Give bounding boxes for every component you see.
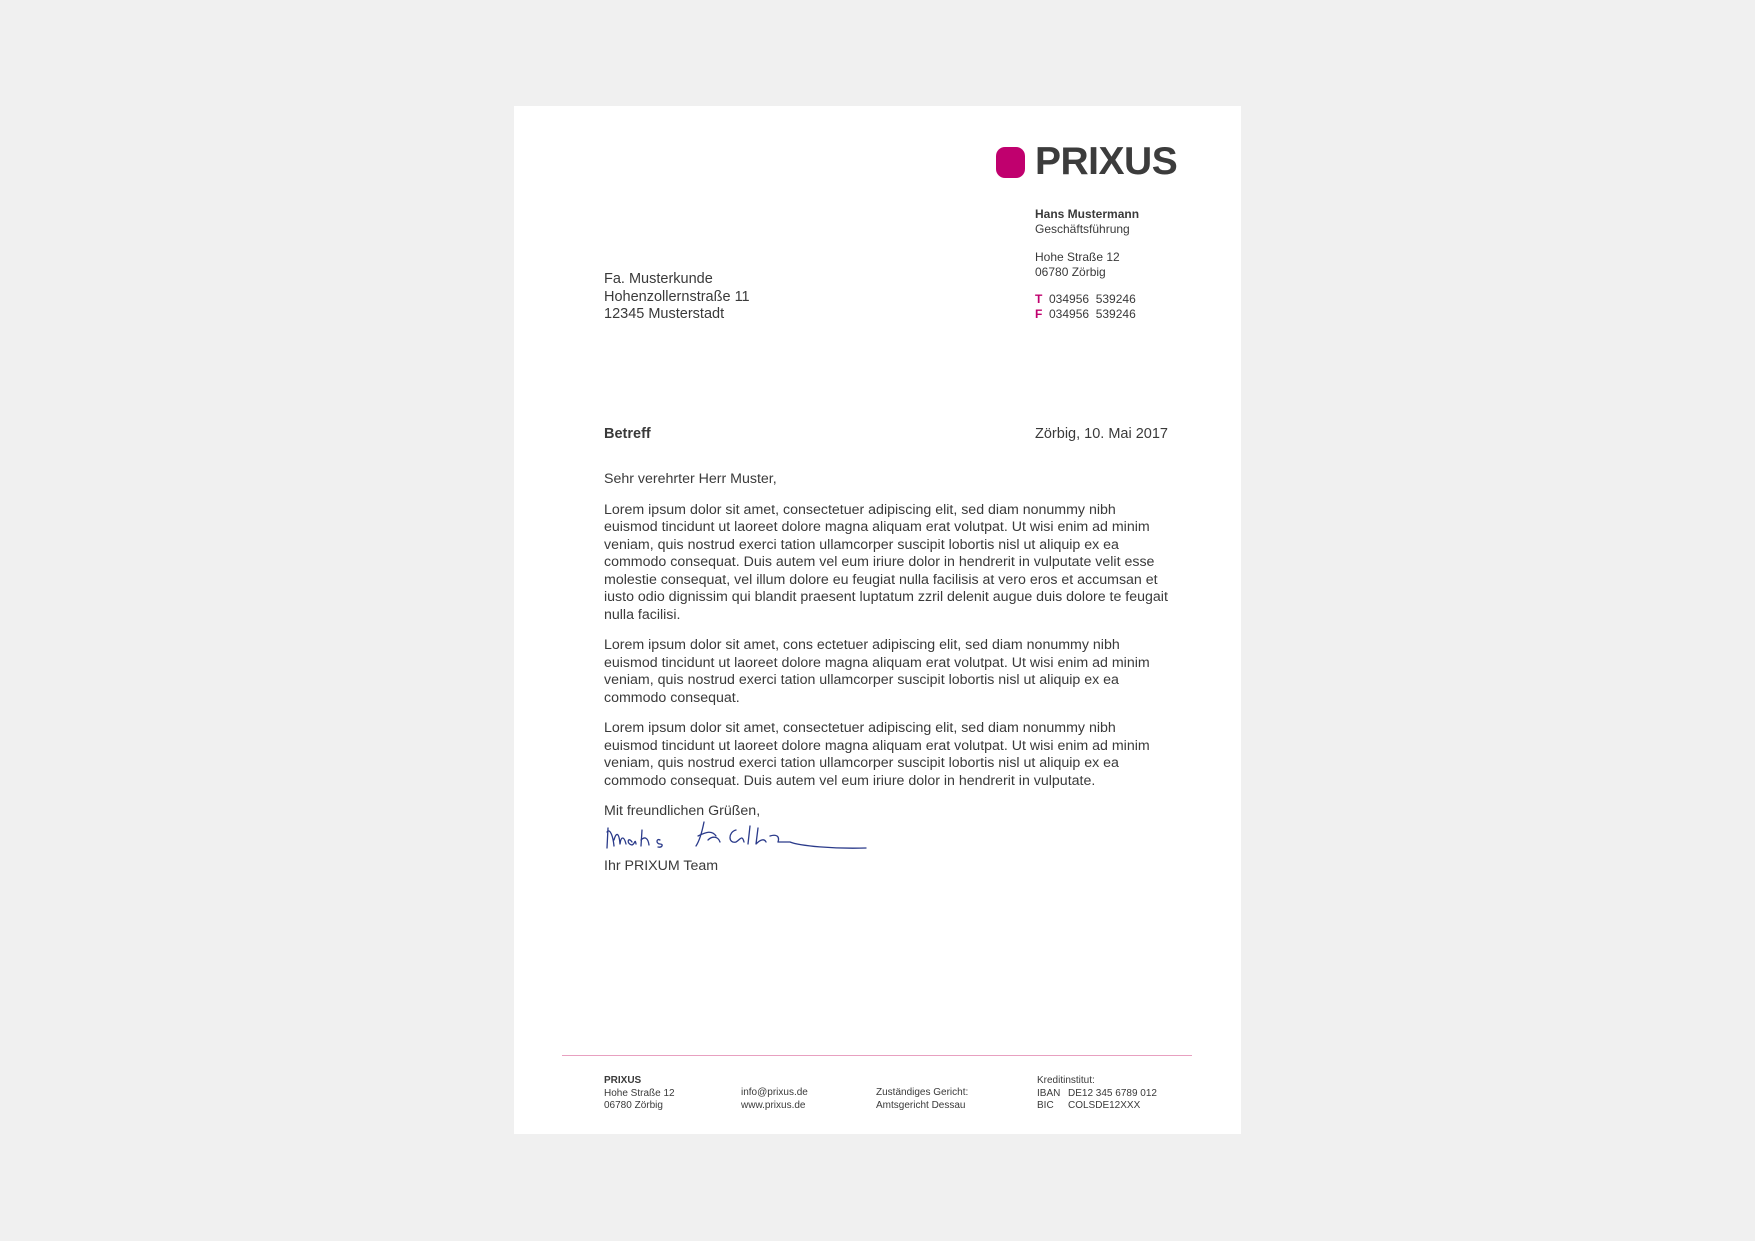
brand-logo bbox=[996, 140, 1177, 184]
sender-fax bbox=[1035, 307, 1139, 322]
recipient-line: Hohenzollernstraße 11 bbox=[604, 288, 750, 305]
sender-name: Hans Mustermann bbox=[1035, 207, 1140, 221]
bic-value: COLSDE12XXX bbox=[1068, 1100, 1141, 1111]
phone-label: T bbox=[1035, 292, 1043, 306]
footer-email: info@prixus.de bbox=[741, 1087, 808, 1098]
recipient-line: 12345 Musterstadt bbox=[604, 306, 725, 322]
footer-company-name: PRIXUS bbox=[604, 1075, 642, 1086]
fax-label: F bbox=[1035, 307, 1043, 321]
recipient-line: Fa. Musterkunde bbox=[604, 271, 713, 287]
footer-bank-label: Kreditinstitut: bbox=[1037, 1075, 1095, 1086]
bic-label: BIC bbox=[1037, 1100, 1054, 1111]
footer-court-label: Zuständiges Gericht: bbox=[876, 1087, 969, 1098]
sender-street: Hohe Straße 12 bbox=[1035, 250, 1120, 264]
footer-city: 06780 Zörbig bbox=[604, 1100, 663, 1111]
footer-bic bbox=[1037, 1100, 1157, 1113]
footer-court-name: Amtsgericht Dessau bbox=[876, 1099, 966, 1111]
handwritten-signature bbox=[604, 806, 874, 854]
letter-subject: Betreff bbox=[604, 426, 651, 442]
footer-divider bbox=[562, 1055, 1192, 1056]
iban-value: DE12 345 6789 012 bbox=[1068, 1087, 1157, 1099]
footer-court bbox=[876, 1087, 968, 1112]
sender-role: Geschäftsführung bbox=[1035, 222, 1130, 236]
paragraph: Lorem ipsum dolor sit amet, consectetuer adipiscing elit, sed diam nonummy nibh euismod tincidunt ut laoreet dolore magna aliquam erat volutpat. Ut wisi enim ad minim veniam, quis nostrud exerci tation ullamcorper suscipit lobortis nisl ut aliquip ex ea commodo consequat. Duis autem vel eum iriure dolor in hendrerit in vulputate. bbox=[604, 720, 1150, 789]
recipient-address bbox=[604, 271, 750, 324]
footer-web: www.prixus.de bbox=[741, 1099, 806, 1111]
paragraph: Lorem ipsum dolor sit amet, cons ectetuer adipiscing elit, sed diam nonummy nibh euismod tincidunt ut laoreet dolore magna aliquam erat volutpat. Ut wisi enim ad minim veniam, quis nostrud exerci tation ullamcorper suscipit lobortis nisl ut aliquip ex ea commodo consequat. bbox=[604, 637, 1150, 706]
footer-bank bbox=[1037, 1075, 1157, 1113]
closing: Mit freundlichen Grüßen, bbox=[604, 803, 761, 819]
footer-street: Hohe Straße 12 bbox=[604, 1087, 675, 1099]
brand-mark-icon bbox=[996, 147, 1025, 178]
fax-number: 034956 539246 bbox=[1049, 307, 1136, 321]
iban-label: IBAN bbox=[1037, 1087, 1061, 1099]
letter-date: Zörbig, 10. Mai 2017 bbox=[1035, 426, 1168, 442]
letter-page bbox=[514, 106, 1241, 1134]
phone-number: 034956 539246 bbox=[1049, 292, 1136, 306]
brand-name: PRIXUS bbox=[1035, 140, 1178, 183]
sender-block bbox=[1035, 207, 1139, 322]
sender-phone bbox=[1035, 292, 1139, 307]
salutation: Sehr verehrter Herr Muster, bbox=[604, 471, 777, 487]
letter-body bbox=[604, 471, 1169, 834]
footer-contact bbox=[741, 1087, 808, 1112]
paragraph: Lorem ipsum dolor sit amet, consectetuer adipiscing elit, sed diam nonummy nibh euismod tincidunt ut laoreet dolore magna aliquam erat volutpat. Ut wisi enim ad minim veniam, quis nostrud exerci tation ullamcorper suscipit lobortis nisl ut aliquip ex ea commodo consequat. Duis autem vel eum iriure dolor in hendrerit in vulputate velit esse molestie consequat, vel illum dolore eu feugiat nulla facilisis at vero eros et accumsan et iusto odio dignissim qui blandit praesent luptatum zzril delenit augue duis dolore te feugait nulla facilisi. bbox=[604, 501, 1168, 623]
signature-team: Ihr PRIXUM Team bbox=[604, 858, 719, 874]
footer-iban bbox=[1037, 1088, 1157, 1101]
sender-city: 06780 Zörbig bbox=[1035, 265, 1106, 279]
footer-company bbox=[604, 1075, 675, 1113]
